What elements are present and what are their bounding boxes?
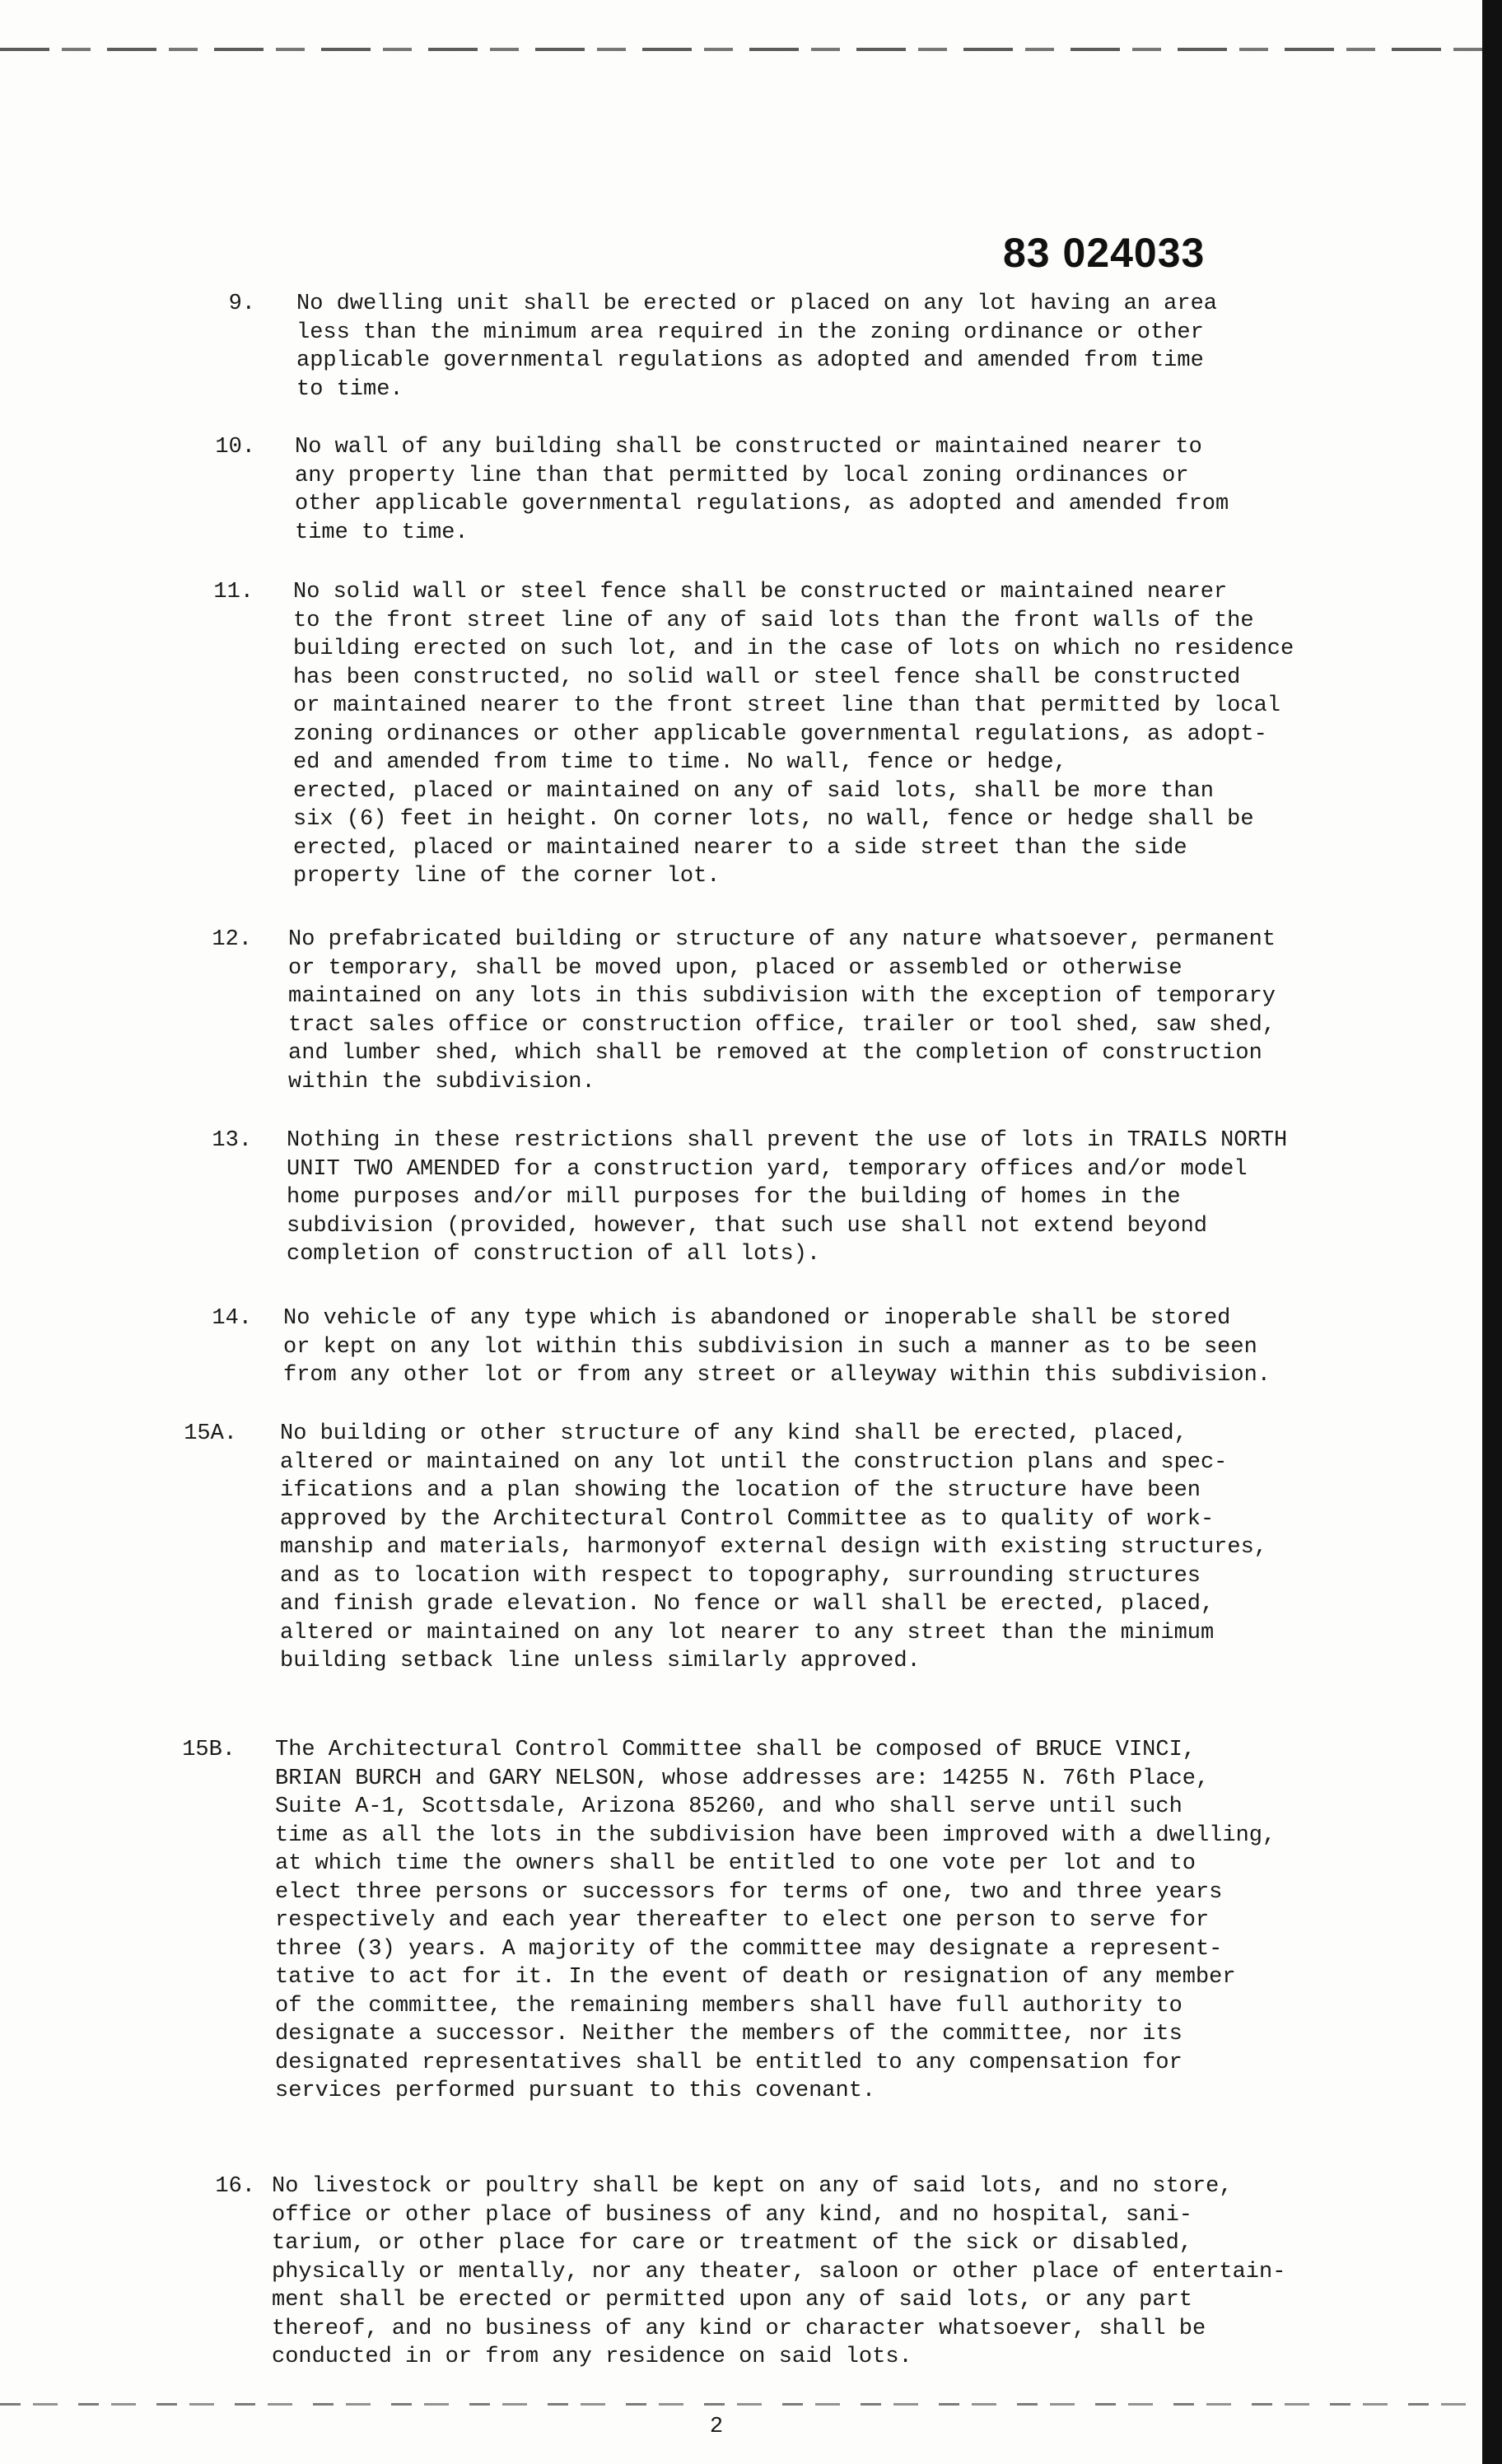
- clause-text: No vehicle of any type which is abandoned or inoperable shall be stored or kept on any lot within this subdivision in such a manner as to be seen from any other lot or from any street or alleyway within this subdivision.: [283, 1306, 1271, 1388]
- clause-number: 16.: [215, 2174, 255, 2199]
- scan-artifact-top: [0, 48, 1482, 51]
- scan-edge: [1482, 0, 1502, 2464]
- recording-number: 83 024033: [1003, 230, 1206, 276]
- page-number: 2: [709, 2415, 724, 2439]
- clause-number: 9.: [228, 292, 255, 316]
- clause-number: 14.: [212, 1306, 252, 1331]
- clause-text: No wall of any building shall be constructed or maintained nearer to any property line than that permitted by local zoning ordinances or other applicable governmental regulations, as adopted and amended from time to time.: [295, 435, 1229, 545]
- clause-number: 13.: [212, 1128, 252, 1153]
- clause-text: No solid wall or steel fence shall be constructed or maintained nearer to the front street line of any of said lots than the front walls of the building erected on such lot, and in the case of lots on which no residence has been constructed, no solid wall or steel fence shall be constructed or maintained nearer to the front street line than that permitted by local zoning ordinances or other applicable governmental regulations, as adopt- ed and amended from time to time. No wall, fence or hedge, erected, placed or maintained on any of said lots, shall be more than six (6) feet in height. On corner lots, no wall, fence or hedge shall be erected, placed or maintained nearer to a side street than the side property line of the corner lot.: [293, 580, 1294, 889]
- clause-number: 12.: [212, 927, 252, 952]
- clause-text: The Architectural Control Committee shall be composed of BRUCE VINCI, BRIAN BURCH and GARY NELSON, whose addresses are: 14255 N. 76th Place, Suite A-1, Scottsdale, Arizona 85260, and who shall serve until such time as all the lots in the subdivision have been improved with a dwelling, at which time the owners shall be entitled to one vote per lot and to elect three persons or successors for terms of one, two and three years respectively and each year thereafter to elect one person to serve for three (3) years. A majority of the committee may designate a represent- tative to act for it. In the event of death or resignation of any member of the committee, the remaining members shall have full authority to designate a successor. Neither the members of the committee, nor its designated representatives shall be entitled to any compensation for services performed pursuant to this covenant.: [275, 1738, 1276, 2103]
- clause-text: No dwelling unit shall be erected or placed on any lot having an area less than the minimum area required in the zoning ordinance or other applicable governmental regulations as adopted and amended from time to time.: [296, 292, 1217, 402]
- clause-text: Nothing in these restrictions shall prevent the use of lots in TRAILS NORTH UNIT TWO AMENDED for a construction yard, temporary offices and/or model home purposes and/or mill purposes for the building of homes in the subdivision (provided, however, that such use shall not extend beyond completion of construction of all lots).: [287, 1128, 1288, 1267]
- clause-text: No building or other structure of any kind shall be erected, placed, altered or maintained on any lot until the construction plans and spec- ifications and a plan showing the location of the structure have been approved by the Architectural Control Committee as to quality of work- manship and materials, harmonyof external design with existing structures, and as to location with respect to topography, surrounding structures and finish grade elevation. No fence or wall shall be erected, placed, altered or maintained on any lot nearer to any street than the minimum building setback line unless similarly approved.: [280, 1421, 1267, 1673]
- clause-number: 15B.: [182, 1738, 236, 1762]
- clause-number: 15A.: [184, 1421, 237, 1446]
- clause-number: 11.: [213, 580, 254, 604]
- clause-text: No prefabricated building or structure of any nature whatsoever, permanent or temporary, shall be moved upon, placed or assembled or otherwise maintained on any lots in this subdivision with the exception of temporary tract sales office or construction office, trailer or tool shed, saw shed, and lumber shed, which shall be removed at the completion of construction within the subdivision.: [288, 927, 1276, 1094]
- scan-artifact-bottom: [0, 2403, 1482, 2406]
- clause-number: 10.: [215, 435, 255, 460]
- clause-text: No livestock or poultry shall be kept on any of said lots, and no store, office or other place of business of any kind, and no hospital, sani- tarium, or other place for care or treatment of the sick or disabled, physically or mentally, nor any theater, saloon or other place of entertain- ment shall be erected or permitted upon any of said lots, or any part thereof, and no business of any kind or character whatsoever, shall be conducted in or from any residence on said lots.: [272, 2174, 1286, 2369]
